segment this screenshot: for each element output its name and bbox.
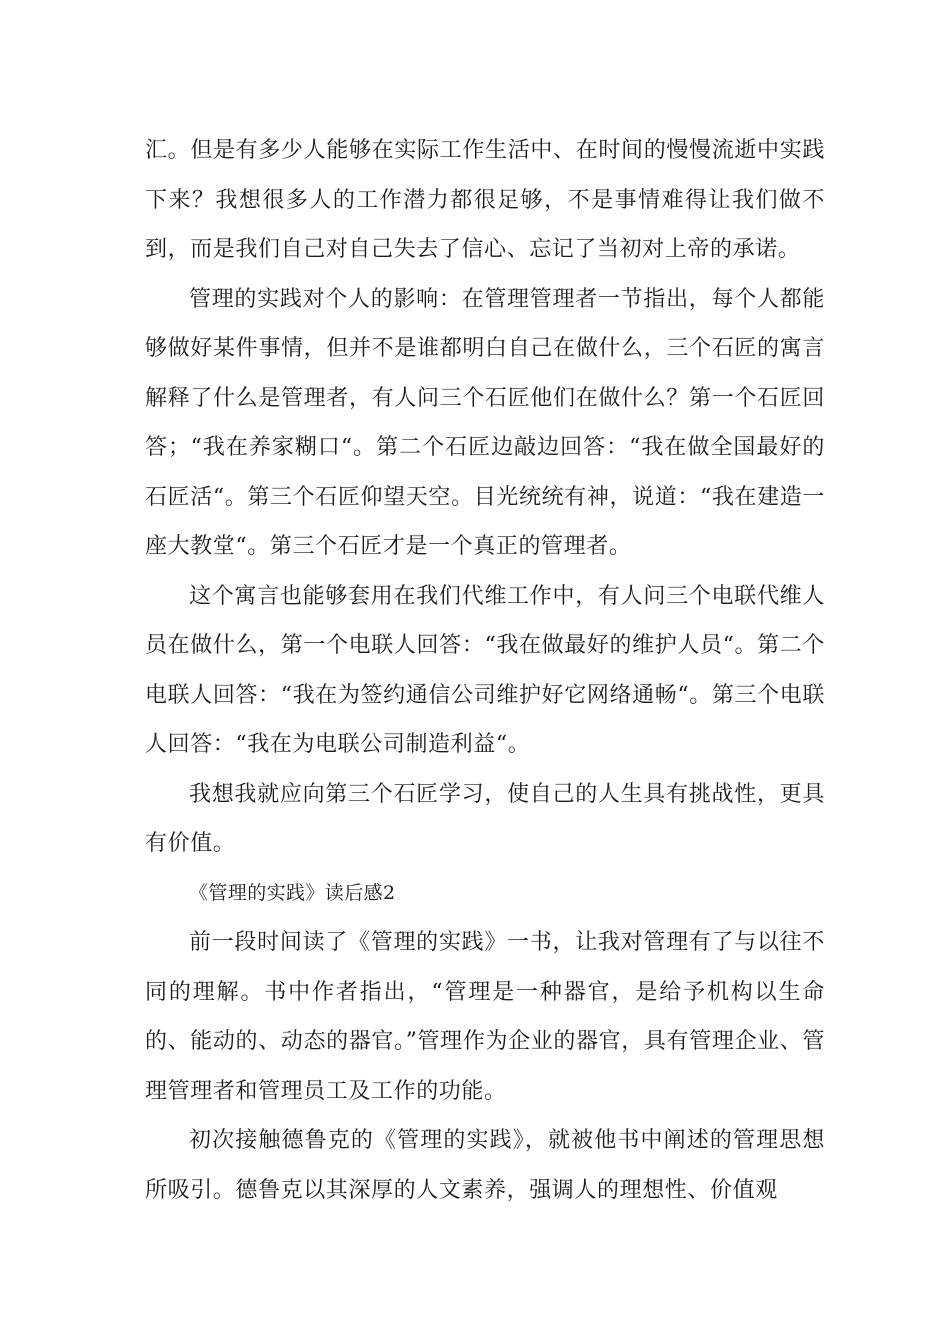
paragraph-maintenance-analogy: 这个寓言也能够套用在我们代维工作中，有人问三个电联代维人员在做什么，第一个电联人回答：“我在做最好的维护人员“。第二个电联人回答：“我在为签约通信公司维护好它网络通畅“。第三个电联人回答：“我在为电联公司制造利益“。 — [145, 583, 825, 757]
section-heading: 《管理的实践》读后感2 — [189, 881, 396, 904]
document-body — [145, 126, 825, 1215]
paragraph-drucker-thoughts: 初次接触德鲁克的《管理的实践》，就被他书中阐述的管理思想所吸引。德鲁克以其深厚的人文素养，强调人的理想性、价值观 — [145, 1128, 825, 1203]
paragraph-book-intro: 前一段时间读了《管理的实践》一书，让我对管理有了与以往不同的理解。书中作者指出，“管理是一种器官，是给予机构以生命的、能动的、动态的器官。”管理作为企业的器官，具有管理企业、管理管理者和管理员工及工作的功能。 — [145, 930, 825, 1104]
paragraph-continuation: 汇。但是有多少人能够在实际工作生活中、在时间的慢慢流逝中实践下来？我想很多人的工作潜力都很足够，不是事情难得让我们做不到，而是我们自己对自己失去了信心、忘记了当初对上帝的承诺。 — [145, 138, 825, 262]
paragraph-conclusion: 我想我就应向第三个石匠学习，使自己的人生具有挑战性，更具有价值。 — [145, 781, 825, 856]
paragraph-stonemason-parable: 管理的实践对个人的影响：在管理管理者一节指出，每个人都能够做好某件事情，但并不是谁都明白自己在做什么，三个石匠的寓言解释了什么是管理者，有人问三个石匠他们在做什么？第一个石匠回答；“我在养家糊口“。第二个石匠边敲边回答：“我在做全国最好的石匠活“。第三个石匠仰望天空。目光统统有神，说道：“我在建造一座大教堂“。第三个石匠才是一个真正的管理者。 — [145, 286, 825, 559]
